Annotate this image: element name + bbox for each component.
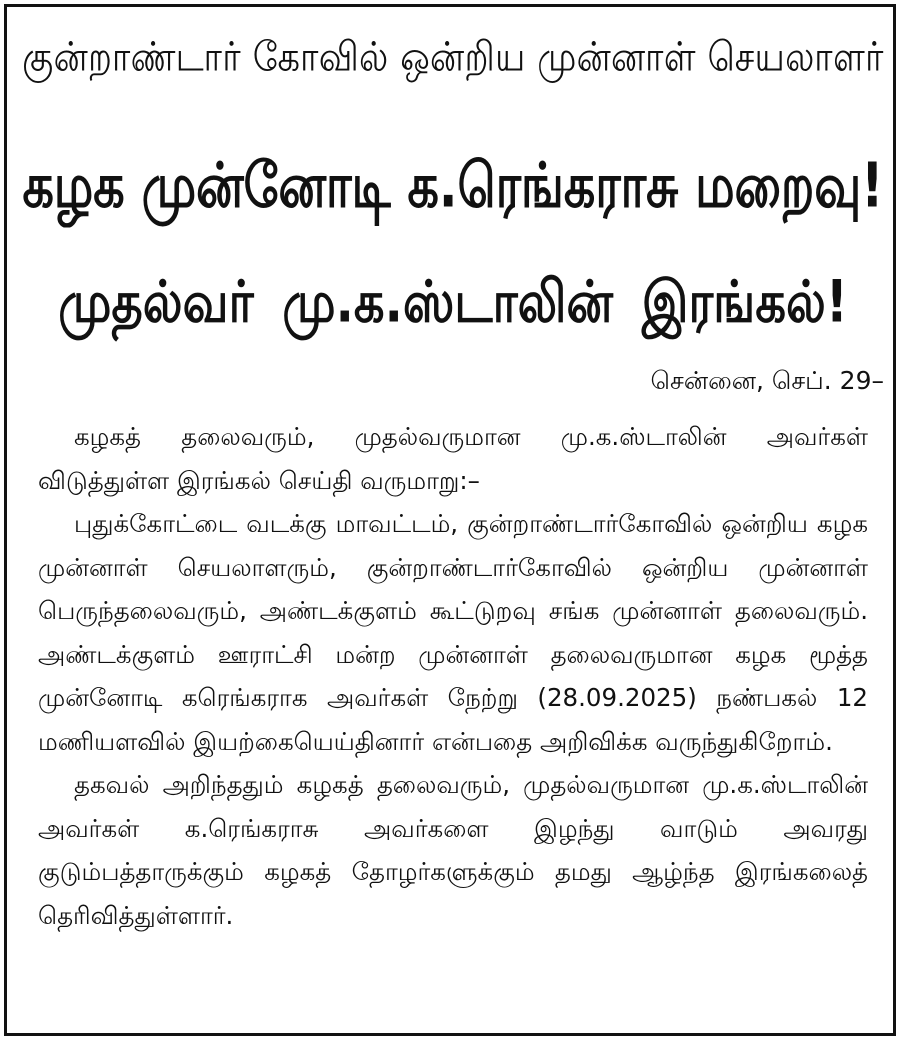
headline: கழக முன்னோடி க.ரெங்கராசு மறைவு! <box>22 150 884 222</box>
article-body <box>38 415 868 937</box>
paragraph-intro: கழகத் தலைவரும், முதல்வருமான மு.க.ஸ்டாலின் அவர்கள் விடுத்துள்ள இரங்கல் செய்தி வருமாறு:– <box>38 422 868 495</box>
paragraph-details: புதுக்கோட்டை வடக்கு மாவட்டம், குன்றாண்டார்கோவில் ஒன்றிய கழக முன்னாள் செயலாளரும், குன்றாண்டார்கோவில் ஒன்றிய முன்னாள் பெருந்தலைவரும், அண்டக்குளம் கூட்டுறவு சங்க முன்னாள் தலைவரும். அண்டக்குளம் ஊராட்சி மன்ற முன்னாள் தலைவருமான கழக மூத்த முன்னோடி கரெங்கராக அவர்கள் நேற்று (28.09.2025) நண்பகல் 12 மணியளவில் இயற்கையெய்தினார் என்பதை அறிவிக்க வருந்துகிறோம். <box>38 509 868 756</box>
paragraph-condolence: தகவல் அறிந்ததும் கழகத் தலைவரும், முதல்வருமான மு.க.ஸ்டாலின் அவர்கள் க.ரெங்கராசு அவர்களை இழந்து வாடும் அவரது குடும்பத்தாருக்கும் கழகத் தோழர்களுக்கும் தமது ஆழ்ந்த இரங்கலைத் தெரிவித்துள்ளார். <box>38 770 868 930</box>
kicker-line: குன்றாண்டார் கோவில் ஒன்றிய முன்னாள் செயலாளர் <box>22 34 884 81</box>
dateline: சென்னை, செப். 29– <box>650 366 884 395</box>
subheadline: முதல்வர் மு.க.ஸ்டாலின் இரங்கல்! <box>58 268 848 336</box>
